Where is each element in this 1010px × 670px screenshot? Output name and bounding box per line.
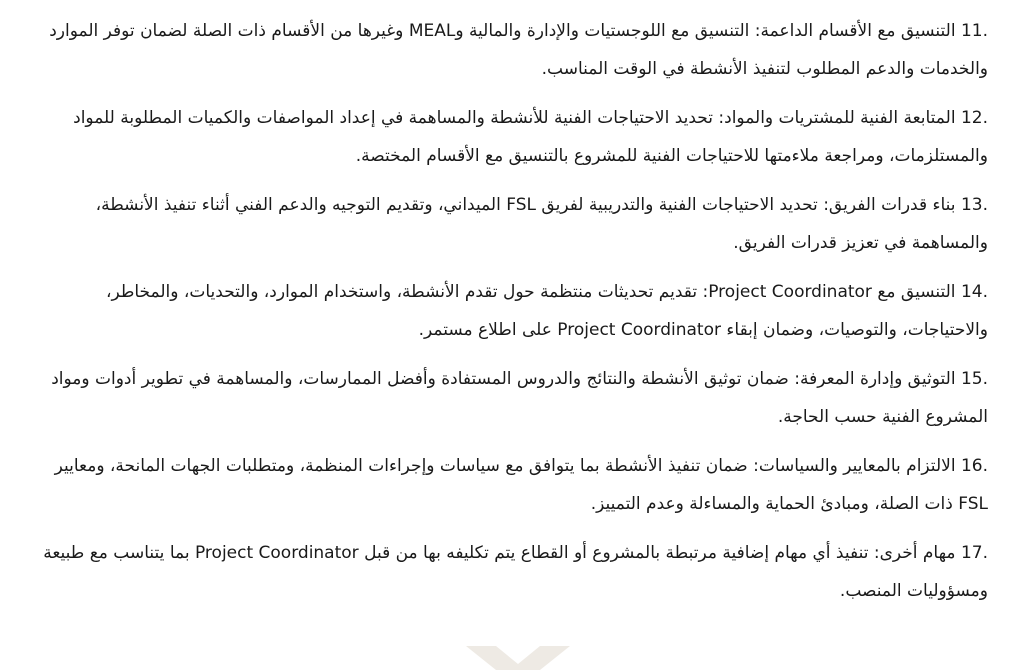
- item-number: 15.: [960, 369, 988, 389]
- responsibilities-list: [36, 12, 988, 621]
- item-text: مهام أخرى: تنفيذ أي مهام إضافية مرتبطة بالمشروع أو القطاع يتم تكليفه بها من قبل Project Coordinator بما يتناسب مع طبيعة ومسؤوليات المنصب.: [43, 543, 988, 601]
- item-number: 11.: [960, 21, 988, 41]
- list-item: [36, 273, 988, 349]
- list-item: [36, 360, 988, 436]
- item-text: التنسيق مع Project Coordinator: تقديم تحديثات منتظمة حول تقدم الأنشطة، واستخدام الموارد، والتحديات، والمخاطر، والاحتياجات، والتوصيات، وضمان إبقاء Project Coordinator على اطلاع مستمر.: [105, 282, 988, 340]
- item-number: 12.: [960, 108, 988, 128]
- item-text: بناء قدرات الفريق: تحديد الاحتياجات الفنية والتدريبية لفريق FSL الميداني، وتقديم التوجيه والدعم الفني أثناء تنفيذ الأنشطة، والمساهمة في تعزيز قدرات الفريق.: [95, 195, 988, 253]
- item-number: 14.: [960, 282, 988, 302]
- list-item: [36, 534, 988, 610]
- item-text: التنسيق مع الأقسام الداعمة: التنسيق مع اللوجستيات والإدارة والمالية وMEAL وغيرها من الأقسام ذات الصلة لضمان توفر الموارد والخدمات والدعم المطلوب لتنفيذ الأنشطة في الوقت المناسب.: [49, 21, 988, 79]
- list-item: [36, 12, 988, 88]
- item-number: 16.: [960, 456, 988, 476]
- item-number: 17.: [960, 543, 988, 563]
- item-number: 13.: [960, 195, 988, 215]
- item-text: التوثيق وإدارة المعرفة: ضمان توثيق الأنشطة والنتائج والدروس المستفادة وأفضل الممارسات، والمساهمة في تطوير أدوات ومواد المشروع الفنية حسب الحاجة.: [51, 369, 988, 427]
- item-text: الالتزام بالمعايير والسياسات: ضمان تنفيذ الأنشطة بما يتوافق مع سياسات وإجراءات المنظمة، ومتطلبات الجهات المانحة، ومعايير FSL ذات الصلة، ومبادئ الحماية والمساءلة وعدم التمييز.: [54, 456, 988, 514]
- list-item: [36, 99, 988, 175]
- item-text: المتابعة الفنية للمشتريات والمواد: تحديد الاحتياجات الفنية للأنشطة والمساهمة في إعداد المواصفات والكميات المطلوبة للمواد والمستلزمات، ومراجعة ملاءمتها للاحتياجات الفنية للمشروع بالتنسيق مع الأقسام المختصة.: [73, 108, 988, 166]
- list-item: [36, 186, 988, 262]
- watermark-logo: [466, 646, 570, 670]
- watermark-shape: [466, 646, 570, 670]
- list-item: [36, 447, 988, 523]
